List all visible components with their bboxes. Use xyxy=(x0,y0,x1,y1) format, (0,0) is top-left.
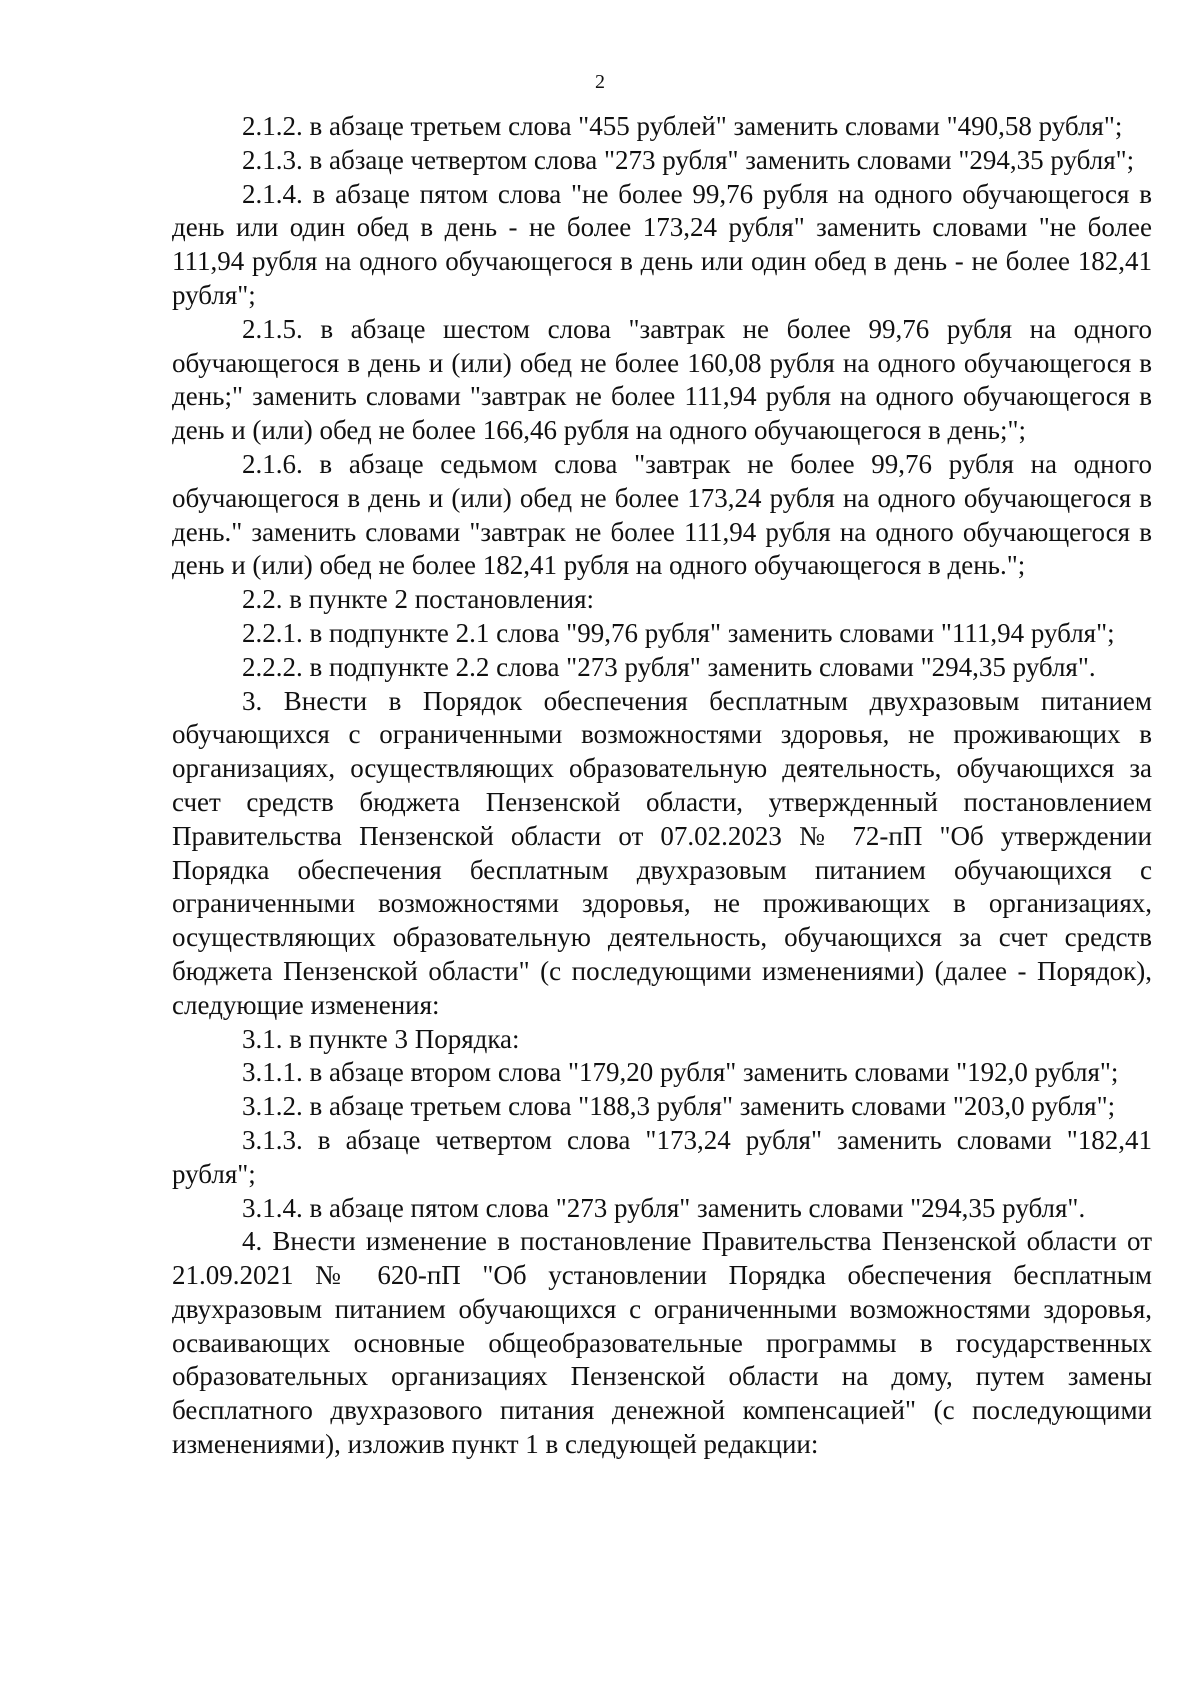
paragraph-4: 4. Внести изменение в постановление Правительства Пензенской области от 21.09.2021 № 620-пП "Об установлении Порядка обеспечения бесплатным двухразовым питанием обучающихся с ограниченными возможностями здоровья, осваивающих основные общеобразовательные программы в государственных образовательных организациях Пензенской области на дому, путем замены бесплатного двухразового питания денежной компенсацией" (с последующими изменениями), изложив пункт 1 в следующей редакции: xyxy=(172,1226,1152,1460)
document-body xyxy=(172,110,1152,1462)
paragraph-2-1-2: 2.1.2. в абзаце третьем слова "455 рублей" заменить словами "490,58 рубля"; xyxy=(242,111,1123,141)
paragraph-3-1: 3.1. в пункте 3 Порядка: xyxy=(242,1023,520,1054)
page-number: 2 xyxy=(595,71,605,93)
paragraph-3-1-3: 3.1.3. в абзаце четвертом слова "173,24 рубля" заменить словами "182,41 рубля"; xyxy=(172,1124,1152,1189)
paragraph-3: 3. Внести в Порядок обеспечения бесплатным двухразовым питанием обучающихся с ограниченными возможностями здоровья, не проживающих в организациях, осуществляющих образовательную деятельность, обучающихся за счет средств бюджета Пензенской области, утвержденный постановлением Правительства Пензенской области от 07.02.2023 № 72-пП "Об утверждении Порядка обеспечения бесплатным двухразовым питанием обучающихся с ограниченными возможностями здоровья, не проживающих в организациях, осуществляющих образовательную деятельность, обучающихся за счет средств бюджета Пензенской области" (с последующими изменениями) (далее - Порядок), следующие изменения: xyxy=(172,685,1152,1020)
paragraph-3-1-2: 3.1.2. в абзаце третьем слова "188,3 рубля" заменить словами "203,0 рубля"; xyxy=(242,1091,1116,1122)
paragraph-2-1-5: 2.1.5. в абзаце шестом слова "завтрак не более 99,76 рубля на одного обучающегося в день и (или) обед не более 160,08 рубля на одного обучающегося в день;" заменить словами "завтрак не более 111,94 рубля на одного обучающегося в день и (или) обед не более 166,46 рубля на одного обучающегося в день;"; xyxy=(172,313,1152,446)
paragraph-2-1-3: 2.1.3. в абзаце четвертом слова "273 рубля" заменить словами "294,35 рубля"; xyxy=(242,144,1135,175)
paragraph-2-1-4: 2.1.4. в абзаце пятом слова "не более 99,76 рубля на одного обучающегося в день или один обед в день - не более 173,24 рубля" заменить словами "не более 111,94 рубля на одного обучающегося в день или один обед в день - не более 182,41 рубля"; xyxy=(172,178,1152,310)
paragraph-2-2-1: 2.2.1. в подпункте 2.1 слова "99,76 рубля" заменить словами "111,94 рубля"; xyxy=(242,617,1115,648)
paragraph-2-2: 2.2. в пункте 2 постановления: xyxy=(242,584,595,615)
paragraph-2-1-6: 2.1.6. в абзаце седьмом слова "завтрак не более 99,76 рубля на одного обучающегося в день и (или) обед не более 173,24 рубля на одного обучающегося в день." заменить словами "завтрак не более 111,94 рубля на одного обучающегося в день и (или) обед не более 182,41 рубля на одного обучающегося в день."; xyxy=(172,448,1152,581)
paragraph-2-2-2: 2.2.2. в подпункте 2.2 слова "273 рубля" заменить словами "294,35 рубля". xyxy=(242,651,1096,682)
paragraph-3-1-1: 3.1.1. в абзаце втором слова "179,20 рубля" заменить словами "192,0 рубля"; xyxy=(242,1057,1119,1088)
paragraph-3-1-4: 3.1.4. в абзаце пятом слова "273 рубля" заменить словами "294,35 рубля". xyxy=(242,1192,1086,1223)
